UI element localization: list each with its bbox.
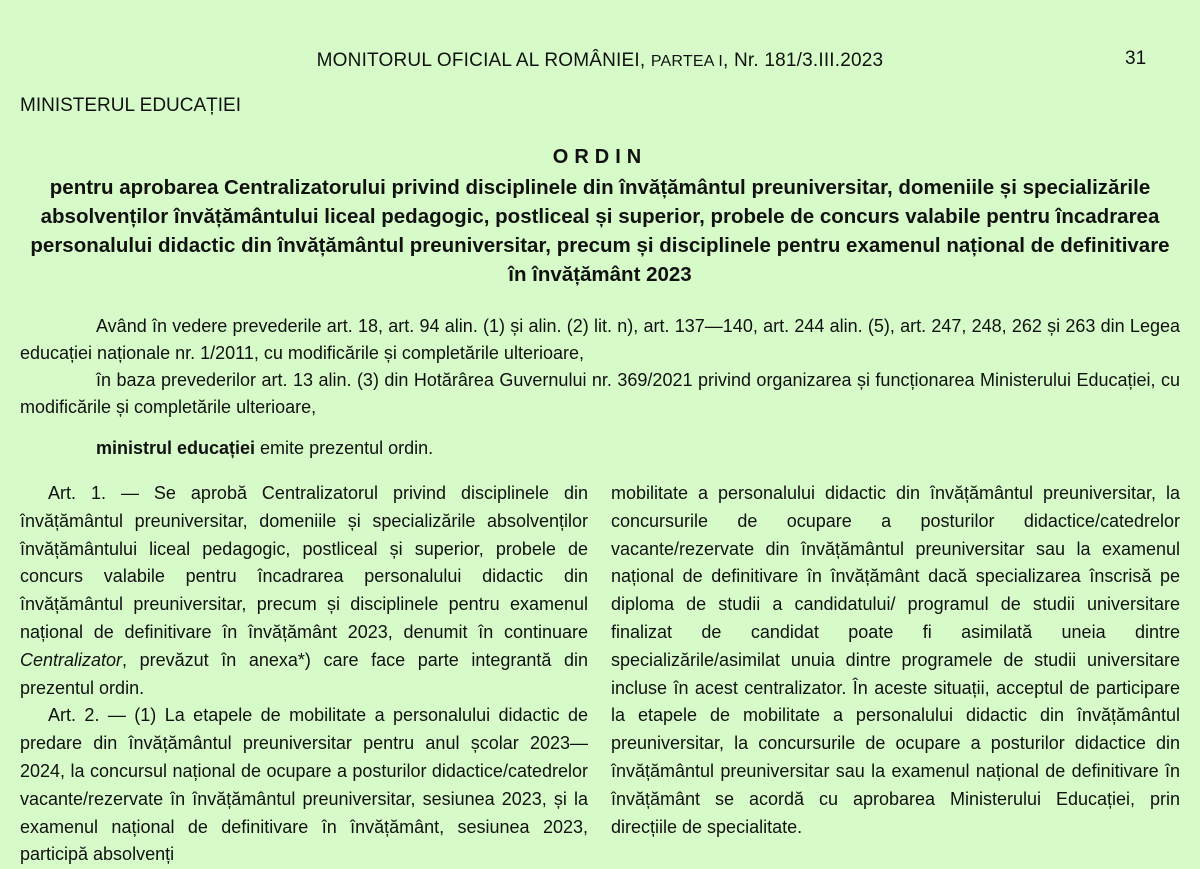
preamble-paragraph-2: în baza prevederilor art. 13 alin. (3) din Hotărârea Guvernului nr. 369/2021 privind organizarea și funcționarea Ministerului Educației, cu modificările și completările ulterioare, bbox=[20, 370, 1180, 417]
preamble-paragraph-1: Având în vedere prevederile art. 18, art. 94 alin. (1) și alin. (2) lit. n), art. 137—140, art. 244 alin. (5), art. 247, 248, 262 și 263 din Legea educației naționale nr. 1/2011, cu modificările și completările ulterioare, bbox=[20, 316, 1180, 363]
publication-header bbox=[0, 50, 1200, 72]
article-2-continuation: mobilitate a personalului didactic din învățământul preuniversitar, la concursurile de ocupare a posturilor didactice/catedrelor vacante/rezervate din învățământul preuniversitar sau la examenul național de definitivare în învățământ dacă specializarea înscrisă pe diploma de studii a candidatului/ programul de studii universitare finalizat de candidat poate fi asimilată uneia dintre specializările/asimilat unuia dintre programele de studii universitare incluse în acest centralizator. În aceste situații, acceptul de participare la etapele de mobilitate a personalului didactic din învățământul preuniversitar, la concursurile de ocupare a posturilor didactice din învățământul preuniversitar sau la examenul național de definitivare în învățământ se acordă cu aprobarea Ministerului Educației, prin direcțiile de specialitate. bbox=[611, 483, 1180, 837]
article-1-defined-term: Centralizator bbox=[20, 649, 123, 670]
header-issue: , Nr. 181/3.III.2023 bbox=[723, 50, 884, 71]
article-1-text-end: , prevăzut în anexa*) care face parte integrantă din prezentul ordin. bbox=[20, 649, 588, 698]
header-main: MONITORUL OFICIAL AL ROMÂNIEI, bbox=[316, 50, 651, 71]
document-type: ORDIN bbox=[552, 146, 648, 168]
document-title: pentru aprobarea Centralizatorului privind disciplinele din învățământul preuniversitar, domeniile și specializările absolvenților învățământului liceal pedagogic, postliceal și superior, probele de concurs valabile pentru încadrarea personalului didactic din învățământul preuniversitar, precum și disciplinele pentru examenul național de definitivare în învățământ 2023 bbox=[30, 176, 1170, 286]
page-number: 31 bbox=[1125, 48, 1147, 69]
article-2-part-1: Art. 2. — (1) La etapele de mobilitate a personalului didactic de predare din învățământul preuniversitar pentru anul școlar 2023—2024, la concursul național de ocupare a posturilor didactice/catedrelor vacante/rezervate în învățământul preuniversitar, sesiunea 2023, și la examenul național de definitivare în învățământ, sesiunea 2023, participă absolvenți bbox=[20, 705, 588, 865]
enacting-authority: ministrul educației bbox=[96, 438, 256, 458]
enacting-text: emite prezentul ordin. bbox=[255, 438, 434, 458]
enacting-clause bbox=[96, 438, 433, 459]
article-1 bbox=[20, 480, 588, 702]
header-partea: PARTEA I bbox=[650, 53, 723, 70]
left-column bbox=[20, 480, 588, 869]
preamble bbox=[20, 313, 1180, 421]
right-column bbox=[611, 480, 1180, 841]
article-1-text-start: Art. 1. — Se aprobă Centralizatorul privind disciplinele din învățământul preuniversitar, domeniile și specializările absolvenților învățământului liceal pedagogic, postliceal și superior, probele de concurs valabile pentru încadrarea personalului didactic din învățământul preuniversitar, precum și disciplinele pentru examenul național de definitivare în învățământ 2023, denumit în continuare bbox=[20, 483, 588, 642]
document-title-block bbox=[20, 146, 1180, 289]
issuing-authority: MINISTERUL EDUCAȚIEI bbox=[20, 95, 241, 116]
